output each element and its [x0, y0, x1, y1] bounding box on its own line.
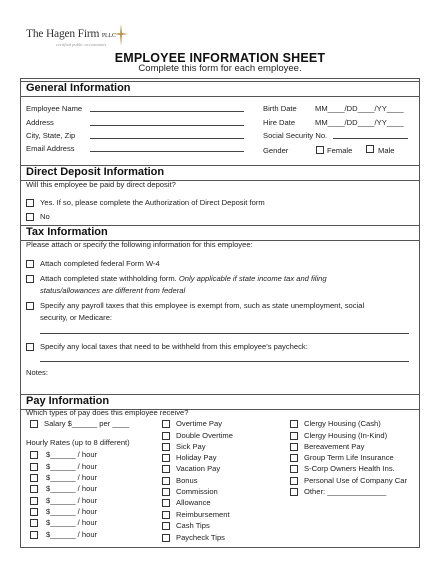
hourly-rate-field[interactable]: $______ / hour [46, 473, 98, 482]
deposit-yes-label: Yes. If so, please complete the Authorization of Direct Deposit form [40, 198, 265, 207]
salary-field[interactable]: Salary $______ per ____ [44, 419, 130, 428]
hourly-rate-checkbox[interactable] [30, 531, 38, 539]
section-direct-deposit: Direct Deposit Information [21, 165, 419, 181]
group-term-life-label: Group Term Life Insurance [304, 453, 394, 462]
ssn-label: Social Security No. [263, 131, 328, 140]
hourly-rate-field[interactable]: $______ / hour [46, 530, 98, 539]
allowance-checkbox[interactable] [162, 499, 170, 507]
scorp-health-checkbox[interactable] [290, 465, 298, 473]
clergy-housing-cash-checkbox[interactable] [290, 420, 298, 428]
form-subtitle: Complete this form for each employee. [138, 63, 302, 74]
federal-w4-checkbox[interactable] [26, 260, 34, 268]
bonus-label: Bonus [176, 476, 198, 485]
double-overtime-label: Double Overtime [176, 431, 233, 440]
email-address-label: Email Address [26, 144, 75, 153]
cash-tips-checkbox[interactable] [162, 522, 170, 530]
commission-checkbox[interactable] [162, 488, 170, 496]
other-pay-checkbox[interactable] [290, 488, 298, 496]
pay-question: Which types of pay does this employee receive? [26, 408, 189, 417]
hourly-rate-field[interactable]: $______ / hour [46, 496, 98, 505]
holiday-pay-checkbox[interactable] [162, 454, 170, 462]
hourly-rate-field[interactable]: $______ / hour [46, 484, 98, 493]
cash-tips-label: Cash Tips [176, 521, 210, 530]
firm-logo [26, 24, 176, 50]
paycheck-tips-checkbox[interactable] [162, 534, 170, 542]
section-tax: Tax Information [21, 225, 419, 241]
payroll-exempt-label: Specify any payroll taxes that this employee is exempt from, such as state unemployment, social [40, 301, 365, 310]
payroll-exempt-field[interactable] [40, 333, 409, 334]
vacation-pay-checkbox[interactable] [162, 465, 170, 473]
salary-checkbox[interactable] [30, 420, 38, 428]
state-withholding-label: Attach completed state withholding form. Only applicable if state income tax and filing [40, 274, 327, 283]
double-overtime-checkbox[interactable] [162, 432, 170, 440]
bereavement-pay-checkbox[interactable] [290, 443, 298, 451]
company-car-checkbox[interactable] [290, 477, 298, 485]
reimbursement-checkbox[interactable] [162, 511, 170, 519]
form-title: EMPLOYEE INFORMATION SHEET [114, 51, 326, 65]
holiday-pay-label: Holiday Pay [176, 453, 217, 462]
hourly-rates-heading: Hourly Rates (up to 8 different) [26, 438, 130, 447]
hourly-rate-field[interactable]: $______ / hour [46, 518, 98, 527]
birth-date-label: Birth Date [263, 104, 297, 113]
bereavement-pay-label: Bereavement Pay [304, 442, 365, 451]
payroll-exempt-label-2: security, or Medicare: [40, 313, 113, 322]
hourly-rate-checkbox[interactable] [30, 485, 38, 493]
gender-male-label: Male [378, 146, 395, 155]
allowance-label: Allowance [176, 498, 211, 507]
hourly-rate-checkbox[interactable] [30, 497, 38, 505]
section-pay: Pay Information [21, 394, 419, 410]
deposit-yes-checkbox[interactable] [26, 199, 34, 207]
firm-tagline: certified public accountants [56, 42, 107, 47]
address-label: Address [26, 118, 54, 127]
overtime-pay-checkbox[interactable] [162, 420, 170, 428]
commission-label: Commission [176, 487, 218, 496]
state-withholding-checkbox[interactable] [26, 275, 34, 283]
hourly-rate-checkbox[interactable] [30, 463, 38, 471]
group-term-life-checkbox[interactable] [290, 454, 298, 462]
other-pay-field[interactable]: Other: ______________ [304, 487, 387, 496]
clergy-housing-cash-label: Clergy Housing (Cash) [304, 419, 381, 428]
clergy-housing-inkind-label: Clergy Housing (In-Kind) [304, 431, 388, 440]
local-taxes-field[interactable] [40, 361, 409, 362]
state-withholding-note: status/allowances are different from federal [40, 286, 186, 295]
clergy-housing-inkind-checkbox[interactable] [290, 432, 298, 440]
deposit-no-label: No [40, 212, 50, 221]
gender-male-checkbox[interactable] [366, 145, 374, 153]
vacation-pay-label: Vacation Pay [176, 464, 221, 473]
sick-pay-checkbox[interactable] [162, 443, 170, 451]
hourly-rate-field[interactable]: $______ / hour [46, 462, 98, 471]
gender-female-label: Female [327, 146, 353, 155]
hire-date-label: Hire Date [263, 118, 296, 127]
gender-label: Gender [263, 146, 289, 155]
hourly-rate-checkbox[interactable] [30, 451, 38, 459]
paycheck-tips-label: Paycheck Tips [176, 533, 225, 542]
city-state-zip-label: City, State, Zip [26, 131, 76, 140]
email-address-field[interactable] [90, 151, 244, 152]
birth-date-field[interactable]: MM____/DD____/YY____ [315, 104, 404, 113]
ssn-field[interactable] [333, 138, 408, 139]
deposit-question: Will this employee be paid by direct deposit? [26, 180, 176, 189]
local-taxes-label: Specify any local taxes that need to be withheld from this employee's paycheck: [40, 342, 308, 351]
hourly-rate-field[interactable]: $______ / hour [46, 450, 98, 459]
federal-w4-label: Attach completed federal Form W-4 [40, 259, 160, 268]
sick-pay-label: Sick Pay [176, 442, 206, 451]
hourly-rate-checkbox[interactable] [30, 474, 38, 482]
employee-name-field[interactable] [90, 111, 244, 112]
deposit-no-checkbox[interactable] [26, 213, 34, 221]
tax-intro: Please attach or specify the following information for this employee: [26, 240, 253, 249]
gender-female-checkbox[interactable] [316, 146, 324, 154]
compass-star-icon [114, 24, 128, 46]
overtime-pay-label: Overtime Pay [176, 419, 222, 428]
bonus-checkbox[interactable] [162, 477, 170, 485]
firm-name: The Hagen Firm PLLC [26, 28, 116, 40]
city-state-zip-field[interactable] [90, 138, 244, 139]
hourly-rate-checkbox[interactable] [30, 508, 38, 516]
section-general: General Information [21, 81, 419, 97]
hourly-rate-field[interactable]: $______ / hour [46, 507, 98, 516]
address-field[interactable] [90, 125, 244, 126]
company-car-label: Personal Use of Company Car [304, 476, 407, 485]
hire-date-field[interactable]: MM____/DD____/YY____ [315, 118, 404, 127]
employee-name-label: Employee Name [26, 104, 83, 113]
reimbursement-label: Reimbursement [176, 510, 230, 519]
hourly-rate-checkbox[interactable] [30, 519, 38, 527]
local-taxes-checkbox[interactable] [26, 343, 34, 351]
scorp-health-label: S-Corp Owners Health Ins. [304, 464, 395, 473]
notes-label: Notes: [26, 368, 48, 377]
payroll-exempt-checkbox[interactable] [26, 302, 34, 310]
